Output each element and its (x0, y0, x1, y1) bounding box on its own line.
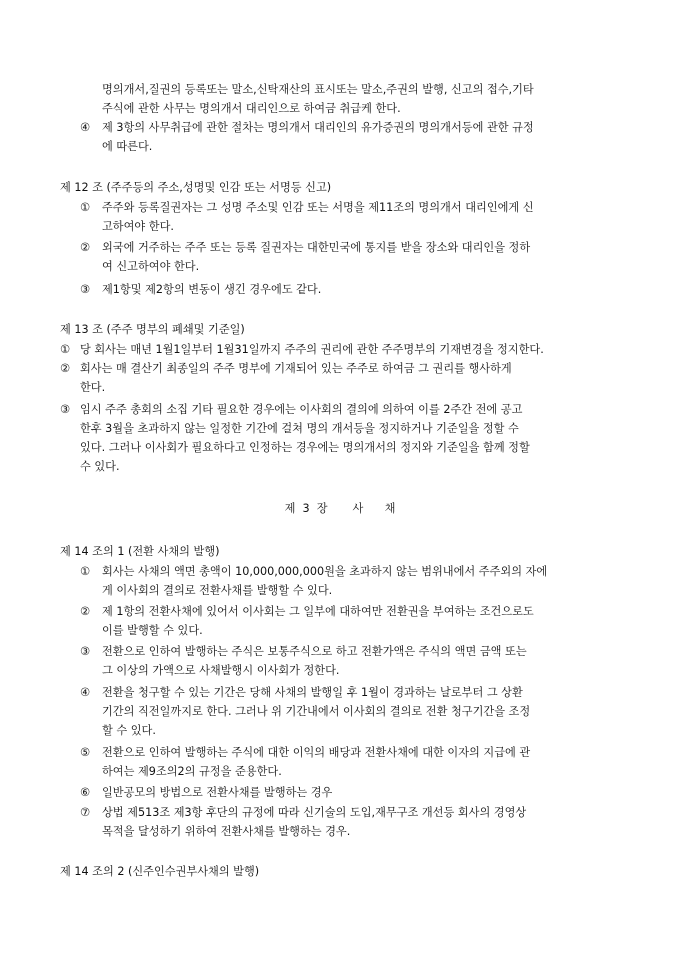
text-line: 주식에 관한 사무는 명의개서 대리인으로 하여금 취급케 한다. (102, 102, 401, 115)
text-line: 전환으로 인하여 발행하는 주식은 보통주식으로 하고 전환가액은 주식의 액면 금액 또는 (102, 645, 527, 658)
article-14-1-item-6 (80, 783, 622, 802)
article-12-heading: 제 12 조 (주주등의 주소,성명및 인감 또는 서명등 신고) (60, 181, 332, 194)
item-marker: ② (80, 605, 91, 618)
text-line: 고하여야 한다. (102, 220, 174, 233)
item-marker: ⑤ (80, 746, 91, 759)
text-line: 당 회사는 매년 1월1일부터 1월31일까지 주주의 권리에 관한 주주명부의 기재변경을 정지한다. (80, 343, 544, 356)
text-line: 회사는 매 결산기 최종일의 주주 명부에 기재되어 있는 주주로 하여금 그 권리를 행사하게 (80, 362, 512, 375)
text-line: 한후 3월을 초과하지 않는 일정한 기간에 걸쳐 명의 개서등을 정지하거나 기준일을 정할 수 (80, 422, 519, 435)
text-line: 할 수 있다. (102, 724, 156, 737)
article-13-item-3 (60, 400, 622, 476)
text-line: 임시 주주 총회의 소집 기타 필요한 경우에는 이사회의 결의에 의하여 이를 2주간 전에 공고 (80, 403, 523, 416)
article-14-1-item-2 (80, 602, 622, 640)
text-line: 제1항및 제2항의 변동이 생긴 경우에도 같다. (102, 283, 322, 296)
article-13-heading: 제 13 조 (주주 명부의 폐쇄및 기준일) (60, 323, 245, 336)
text-line: 제 3항의 사무취급에 관한 절차는 명의개서 대리인의 유가증권의 명의개서등에 관한 규정 (102, 121, 534, 134)
article-12-item-2 (80, 238, 622, 276)
article-14-1-item-1 (80, 562, 622, 600)
text-line: 목적을 달성하기 위하여 전환사채를 발행하는 경우. (102, 825, 351, 838)
text-line: 상법 제513조 제3항 후단의 규정에 따라 신기술의 도입,재무구조 개선등 회사의 경영상 (102, 806, 527, 819)
item-marker: ② (60, 362, 71, 375)
text-line: 있다. 그러나 이사회가 필요하다고 인정하는 경우에는 명의개서의 정지와 기준일을 함께 정할 (80, 441, 530, 454)
item-marker: ⑥ (80, 786, 91, 799)
text-line: 외국에 거주하는 주주 또는 등록 질권자는 대한민국에 통지를 받을 장소와 대리인을 정하 (102, 241, 531, 254)
text-line: 한다. (80, 381, 106, 394)
item-marker: ③ (80, 283, 91, 296)
article-14-1-heading: 제 14 조의 1 (전환 사채의 발행) (60, 545, 220, 558)
text-line: 일반공모의 방법으로 전환사채를 발행하는 경우 (102, 786, 333, 799)
chapter-3-heading: 제 3 장 사 채 (284, 502, 396, 515)
text-line: 이를 발행할 수 있다. (102, 624, 203, 637)
text-line: 회사는 사채의 액면 총액이 10,000,000,000원을 초과하지 않는 범위내에서 주주외의 자에 (102, 565, 548, 578)
item-marker: ① (60, 343, 71, 356)
article-14-1-item-5 (80, 743, 622, 781)
article-13-item-1 (60, 340, 622, 359)
item-marker: ⑦ (80, 806, 91, 819)
text-line: 전환을 청구할 수 있는 기간은 당해 사채의 발행일 후 1월이 경과하는 날로부터 그 상환 (102, 686, 523, 699)
item-marker: ④ (80, 686, 91, 699)
text-line: 주주와 등록질권자는 그 성명 주소및 인감 또는 서명을 제11조의 명의개서 대리인에게 신 (102, 201, 534, 214)
item-marker: ④ (80, 121, 91, 134)
text-line: 명의개서,질권의 등록또는 말소,신탁재산의 표시또는 말소,주권의 발행, 신고의 접수,기타 (102, 83, 534, 96)
text-line: 하여는 제9조의2의 규정을 준용한다. (102, 765, 282, 778)
text-line: 게 이사회의 결의로 전환사채를 발행할 수 있다. (102, 584, 333, 597)
text-line: 그 이상의 가액으로 사채발행시 이사회가 정한다. (102, 664, 340, 677)
item-marker: ③ (60, 403, 71, 416)
item-marker: ① (80, 201, 91, 214)
article-11-item-4 (80, 118, 622, 156)
item-marker: ③ (80, 645, 91, 658)
text-line: 에 따른다. (102, 140, 153, 153)
article-14-2-heading: 제 14 조의 2 (신주인수권부사채의 발행) (60, 865, 260, 878)
article-14-1-item-7 (80, 803, 622, 841)
article-12-item-3 (80, 280, 622, 299)
article-11-item-3-continuation (102, 80, 622, 118)
item-marker: ① (80, 565, 91, 578)
text-line: 여 신고하여야 한다. (102, 260, 200, 273)
article-12-item-1 (80, 198, 622, 236)
item-marker: ② (80, 241, 91, 254)
article-14-1-item-3 (80, 642, 622, 680)
text-line: 전환으로 인하여 발행하는 주식에 대한 이익의 배당과 전환사채에 대한 이자의 지급에 관 (102, 746, 531, 759)
text-line: 제 1항의 전환사채에 있어서 이사회는 그 일부에 대하여만 전환권을 부여하는 조건으로도 (102, 605, 534, 618)
text-line: 수 있다. (80, 460, 120, 473)
article-13-item-2 (60, 359, 622, 397)
text-line: 기간의 직전일까지로 한다. 그러나 위 기간내에서 이사회의 결의로 전환 청구기간을 조정 (102, 705, 531, 718)
article-14-1-item-4 (80, 683, 622, 740)
